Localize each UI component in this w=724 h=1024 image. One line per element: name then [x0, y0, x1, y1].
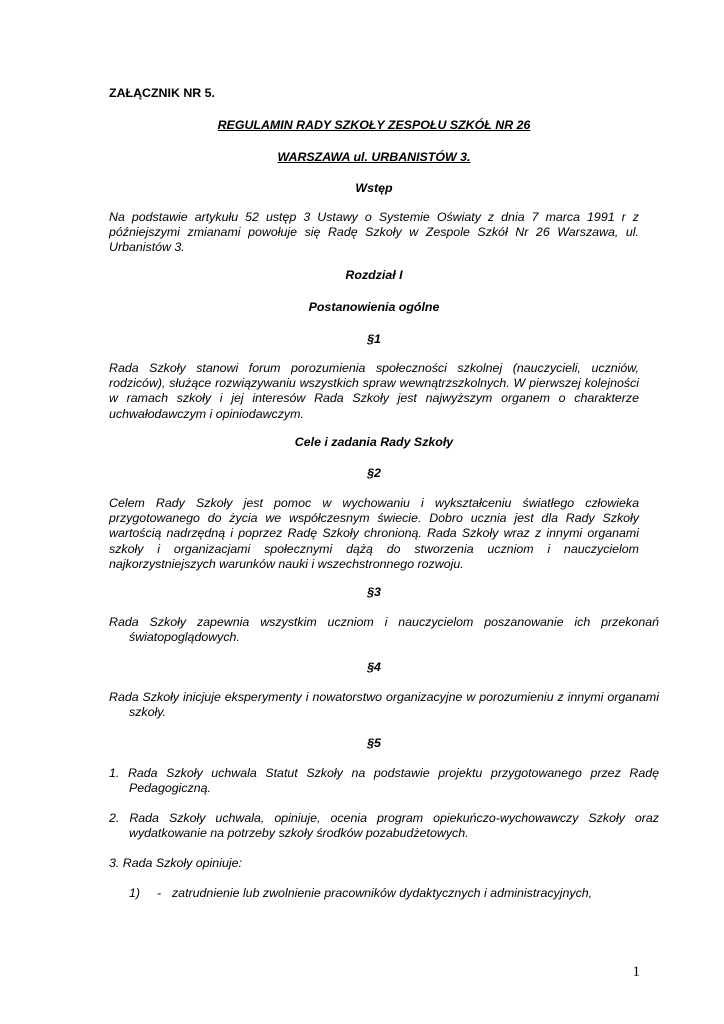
section-2-heading: §2 [367, 466, 381, 480]
subitem-text: zatrudnienie lub zwolnienie pracowników dydaktycznych i administracyjnych, [171, 886, 593, 900]
section-3-paragraph: Rada Szkoły zapewnia wszystkim uczniom i nauczycielom poszanowanie ich przekonań światopoglądowych. [109, 615, 659, 645]
intro-paragraph: Na podstawie artykułu 52 ustęp 3 Ustawy o Systemie Oświaty z dnia 7 marca 1991 r z późniejszymi zmianami powołuje się Radę Szkoły w Zespole Szkół Nr 26 Warszawa, ul. Urbanistów 3. [109, 210, 639, 255]
section-2-paragraph: Celem Rady Szkoły jest pomoc w wychowaniu i wykształceniu światłego człowieka przygotowanego do życia we współczesnym świecie. Dobro ucznia jest dla Rady Szkoły wartością nadrzędną i poprzez Radę Szkoły chronioną. Rada Szkoły wraz z innymi organami szkoły i organizacjami społecznymi dążą do stworzenia uczniom i nauczycielom najkorzystniejszych warunków nauki i wszechstronnego rozwoju. [109, 496, 639, 571]
attachment-label: ZAŁĄCZNIK NR 5. [109, 86, 216, 100]
document-title: REGULAMIN RADY SZKOŁY ZESPOŁU SZKÓŁ NR 26 [217, 118, 531, 132]
section-1-heading: §1 [367, 332, 381, 346]
section-5-item-1: 1. Rada Szkoły uchwala Statut Szkoły na podstawie projektu przygotowanego przez Radę Pedagogiczną. [109, 766, 659, 796]
section-4-paragraph: Rada Szkoły inicjuje eksperymenty i nowatorstwo organizacyjne w porozumieniu z innymi organami szkoły. [109, 690, 659, 720]
section-5-item-2: 2. Rada Szkoły uchwala, opiniuje, ocenia program opiekuńczo-wychowawczy Szkoły oraz wydatkowanie na potrzeby szkoły środków pozabudżetowych. [109, 811, 659, 841]
page-number: 1 [632, 964, 640, 980]
section-5-subitem [129, 886, 639, 901]
document-subtitle: WARSZAWA ul. URBANISTÓW 3. [277, 150, 471, 164]
subitem-number: 1) [129, 886, 141, 900]
subitem-dash: - [156, 886, 162, 900]
section-4-heading: §4 [367, 660, 381, 674]
section-5-item-3: 3. Rada Szkoły opiniuje: [109, 856, 242, 870]
intro-heading: Wstęp [355, 181, 393, 195]
chapter-title: Postanowienia ogólne [308, 300, 440, 314]
section-1-paragraph: Rada Szkoły stanowi forum porozumienia społeczności szkolnej (nauczycieli, uczniów, rodziców), służące rozwiązywaniu wszystkich spraw wewnątrzszkolnych. W pierwszej kolejności w ramach szkoły i jej interesów Rada Szkoły jest najwyższym organem o charakterze uchwałodawczym i opiniodawczym. [109, 361, 639, 421]
chapter-heading: Rozdział I [345, 268, 403, 282]
goals-heading: Cele i zadania Rady Szkoły [294, 435, 454, 449]
section-5-heading: §5 [367, 736, 381, 750]
section-3-heading: §3 [367, 585, 381, 599]
